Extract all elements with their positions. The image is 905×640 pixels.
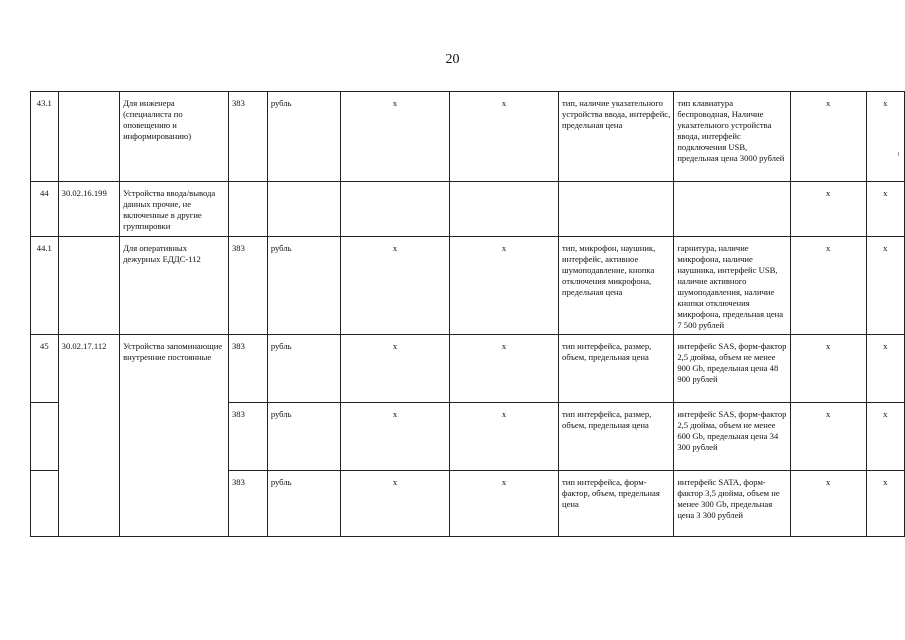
value-cell: x bbox=[450, 237, 559, 335]
value-cell: x bbox=[866, 335, 904, 403]
value-cell: x bbox=[341, 335, 450, 403]
characteristic-name: тип интерфейса, размер, объем, предельная цена bbox=[559, 335, 674, 403]
value-cell: x bbox=[790, 335, 866, 403]
value-cell: x bbox=[790, 182, 866, 237]
characteristic-value: интерфейс SAS, форм-фактор 2,5 дюйма, объем не менее 600 Gb, предельная цена 34 300 рублей bbox=[674, 403, 790, 471]
okei-code: 383 bbox=[228, 92, 267, 182]
value-cell bbox=[450, 182, 559, 237]
characteristic-value: тип клавиатура беспроводная, Наличие указательного устройства ввода, интерфейс подключения USB, предельная цена 3000 рублей bbox=[674, 92, 790, 182]
value-cell: x bbox=[866, 403, 904, 471]
unit-name: рубль bbox=[267, 92, 340, 182]
value-cell: x bbox=[341, 403, 450, 471]
okei-code: 383 bbox=[228, 403, 267, 471]
unit-name: рубль bbox=[267, 471, 340, 537]
okei-code bbox=[228, 182, 267, 237]
value-cell: x bbox=[866, 92, 904, 182]
table-row bbox=[31, 335, 905, 403]
value-cell: x bbox=[790, 403, 866, 471]
characteristic-name: тип, наличие указательного устройства ввода, интерфейс, предельная цена bbox=[559, 92, 674, 182]
okei-code: 383 bbox=[228, 237, 267, 335]
okpd-code: 30.02.16.199 bbox=[58, 182, 119, 237]
unit-name: рубль bbox=[267, 237, 340, 335]
value-cell: x bbox=[450, 471, 559, 537]
row-number: 44.1 bbox=[31, 237, 59, 335]
requirements-table bbox=[30, 91, 905, 537]
characteristic-name: тип интерфейса, форм-фактор, объем, предельная цена bbox=[559, 471, 674, 537]
characteristic-name: тип, микрофон, наушник, интерфейс, активное шумоподавление, кнопка отключения микрофона, предельная цена bbox=[559, 237, 674, 335]
characteristic-value: гарнитура, наличие микрофона, наличие наушника, интерфейс USB, наличие активного шумоподавления, наличие кнопки отключения микрофона, предельная цена 7 500 рублей bbox=[674, 237, 790, 335]
value-cell: x bbox=[866, 471, 904, 537]
okpd-code: 30.02.17.112 bbox=[58, 335, 119, 537]
value-cell: x bbox=[866, 237, 904, 335]
value-cell: x bbox=[450, 403, 559, 471]
unit-name: рубль bbox=[267, 403, 340, 471]
scan-edge-mark bbox=[898, 152, 899, 156]
value-cell: x bbox=[341, 471, 450, 537]
value-cell: x bbox=[790, 237, 866, 335]
page-number: 20 bbox=[445, 52, 460, 67]
row-number bbox=[31, 471, 59, 537]
unit-name bbox=[267, 182, 340, 237]
characteristic-value: интерфейс SAS, форм-фактор 2,5 дюйма, объем не менее 900 Gb, предельная цена 48 900 рублей bbox=[674, 335, 790, 403]
row-number: 43.1 bbox=[31, 92, 59, 182]
item-name: Для оперативных дежурных ЕДДС-112 bbox=[120, 237, 229, 335]
value-cell: x bbox=[450, 92, 559, 182]
item-name: Для инженера (специалиста по оповещению и информированию) bbox=[120, 92, 229, 182]
table-row bbox=[31, 92, 905, 182]
okpd-code bbox=[58, 237, 119, 335]
value-cell: x bbox=[341, 92, 450, 182]
okei-code: 383 bbox=[228, 335, 267, 403]
item-name: Устройства ввода/вывода данных прочие, не включенные в другие группировки bbox=[120, 182, 229, 237]
characteristic-name: тип интерфейса, размер, объем, предельная цена bbox=[559, 403, 674, 471]
characteristic-value bbox=[674, 182, 790, 237]
value-cell: x bbox=[866, 182, 904, 237]
row-number: 44 bbox=[31, 182, 59, 237]
characteristic-name bbox=[559, 182, 674, 237]
value-cell: x bbox=[341, 237, 450, 335]
item-name: Устройства запоминающие внутренние постоянные bbox=[120, 335, 229, 537]
okpd-code bbox=[58, 92, 119, 182]
table-row bbox=[31, 182, 905, 237]
value-cell: x bbox=[790, 92, 866, 182]
unit-name: рубль bbox=[267, 335, 340, 403]
value-cell: x bbox=[450, 335, 559, 403]
table-row bbox=[31, 237, 905, 335]
row-number bbox=[31, 403, 59, 471]
value-cell: x bbox=[790, 471, 866, 537]
value-cell bbox=[341, 182, 450, 237]
characteristic-value: интерфейс SATA, форм-фактор 3,5 дюйма, объем не менее 300 Gb, предельная цена 3 300 рублей bbox=[674, 471, 790, 537]
row-number: 45 bbox=[31, 335, 59, 403]
okei-code: 383 bbox=[228, 471, 267, 537]
